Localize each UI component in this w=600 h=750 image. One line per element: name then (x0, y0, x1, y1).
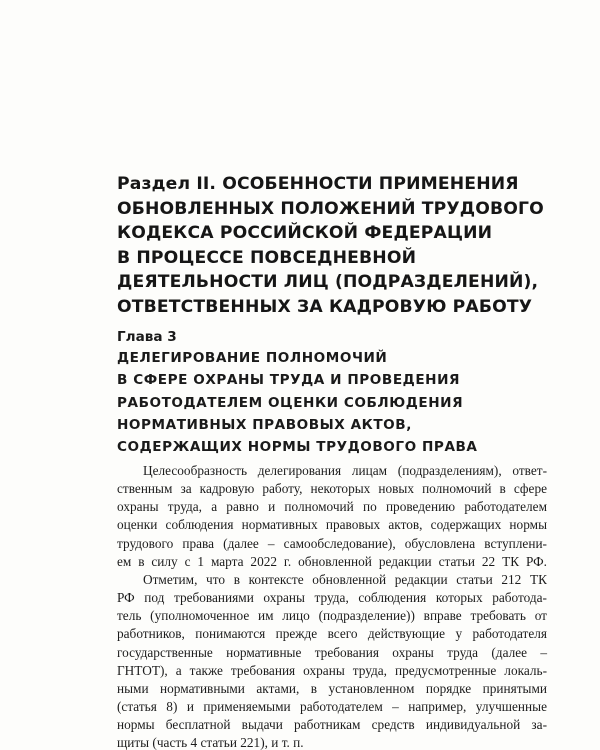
section-title-line: ДЕЯТЕЛЬНОСТИ ЛИЦ (ПОДРАЗДЕЛЕНИЙ), (117, 272, 539, 293)
section-title (117, 172, 547, 320)
paragraph-line: тель (уполномоченное им лицо (подразделение)) вправе требовать от (117, 608, 547, 624)
paragraph-line: РФ под требованиями охраны труда, соблюдения которых работода- (117, 590, 547, 606)
paragraph-line: Отметим, что в контексте обновленной редакции статьи 212 ТК (143, 571, 547, 587)
paragraph-line: работников, понимаются прежде всего действующие у работодателя (117, 626, 547, 642)
chapter-title-line: В СФЕРЕ ОХРАНЫ ТРУДА И ПРОВЕДЕНИЯ (117, 372, 461, 389)
paragraph-line: ными нормативными актами, в установленном порядке принятыми (117, 680, 547, 696)
chapter-title-line: НОРМАТИВНЫХ ПРАВОВЫХ АКТОВ, (117, 416, 412, 433)
section-title-line: В ПРОЦЕССЕ ПОВСЕДНЕВНОЙ (117, 247, 417, 268)
body-text (117, 462, 547, 750)
paragraph-line: государственные нормативные требования охраны труда (далее – (117, 644, 547, 660)
chapter-title-line: РАБОТОДАТЕЛЕМ ОЦЕНКИ СОБЛЮДЕНИЯ (117, 394, 464, 411)
paragraph-line: ГНТОТ), а также требования охраны труда, предусмотренные локаль- (117, 662, 547, 678)
paragraph-line: оценки соблюдения нормативных правовых актов, содержащих нормы (117, 517, 547, 533)
chapter-title-line: ДЕЛЕГИРОВАНИЕ ПОЛНОМОЧИЙ (117, 350, 388, 366)
paragraph-line: нормы бесплатной выдачи работникам средств индивидуальной за- (117, 717, 547, 733)
paragraph-line: охраны труда, а равно и полномочий по проведению работодателем (117, 499, 547, 515)
chapter-title-line: СОДЕРЖАЩИХ НОРМЫ ТРУДОВОГО ПРАВА (117, 439, 478, 456)
section-title-line: КОДЕКСА РОССИЙСКОЙ ФЕДЕРАЦИИ (117, 223, 493, 244)
paragraph-line: (статья 8) и применяемыми работодателем – например, улучшенные (117, 699, 547, 715)
paragraph-line: трудового права (далее – самообследование), обусловлена вступлени- (117, 535, 547, 551)
paragraph-line: Целесообразность делегирования лицам (подразделениям), ответ- (143, 463, 547, 478)
chapter-title (117, 347, 547, 458)
paragraph-line: щиты (часть 4 статьи 221), и т. п. (117, 735, 304, 750)
paragraph-line: ем в силу с 1 марта 2022 г. обновленной редакции статьи 22 ТК РФ. (117, 553, 547, 569)
section-title-line: ОТВЕТСТВЕННЫХ ЗА КАДРОВУЮ РАБОТУ (117, 296, 533, 317)
section-title-line: Раздел II. ОСОБЕННОСТИ ПРИМЕНЕНИЯ (117, 174, 519, 194)
paragraph-1 (117, 462, 547, 571)
paragraph-line: ственным за кадровую работу, некоторых новых полномочий в сфере (117, 481, 547, 497)
paragraph-2 (117, 571, 547, 750)
section-title-line: ОБНОВЛЕННЫХ ПОЛОЖЕНИЙ ТРУДОВОГО (117, 198, 544, 219)
chapter-label: Глава 3 (117, 329, 177, 345)
